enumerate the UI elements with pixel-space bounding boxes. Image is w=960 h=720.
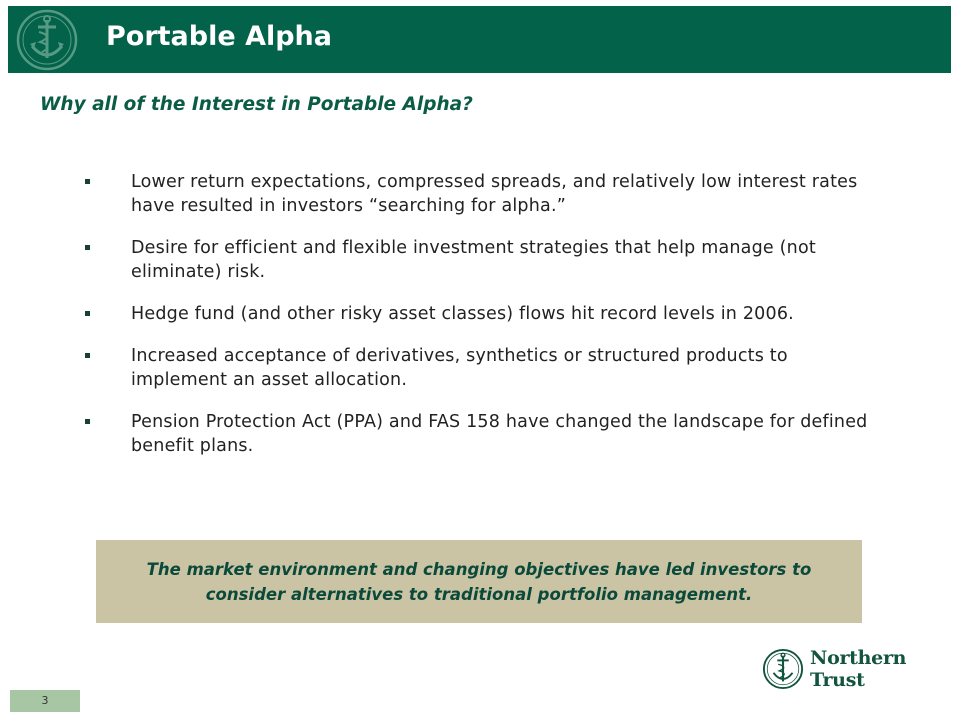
page-title: Portable Alpha	[106, 21, 332, 52]
bullet-item	[84, 344, 874, 392]
bullet-item	[84, 236, 874, 284]
square-bullet-icon	[85, 311, 90, 316]
square-bullet-icon	[85, 419, 90, 424]
bullet-item	[84, 410, 874, 458]
bullet-item	[84, 302, 874, 326]
square-bullet-icon	[85, 245, 90, 250]
callout-text: The market environment and changing objectives have led investors to consider alternatives to traditional portfolio management.	[146, 559, 812, 604]
square-bullet-icon	[85, 179, 90, 184]
bullet-text: Pension Protection Act (PPA) and FAS 158 have changed the landscape for defined benefit plans.	[131, 412, 868, 456]
page-number: 3	[10, 690, 80, 712]
bullet-list	[84, 170, 874, 476]
brand-logo-block	[762, 646, 960, 692]
header-bar	[8, 6, 951, 73]
brand-name: Northern Trust	[810, 647, 907, 691]
bullet-text: Lower return expectations, compressed spreads, and relatively low interest rates have resulted in investors “searching for alpha.”	[131, 172, 858, 216]
bullet-text: Hedge fund (and other risky asset classes) flows hit record levels in 2006.	[131, 304, 794, 324]
bullet-text: Increased acceptance of derivatives, synthetics or structured products to implement an asset allocation.	[131, 346, 788, 390]
section-subtitle: Why all of the Interest in Portable Alpha?	[40, 94, 473, 115]
bullet-text: Desire for efficient and flexible investment strategies that help manage (not eliminate) risk.	[131, 238, 816, 282]
bullet-item	[84, 170, 874, 218]
square-bullet-icon	[85, 353, 90, 358]
northern-trust-seal-icon	[762, 647, 804, 691]
northern-trust-seal-icon	[14, 8, 80, 72]
callout-box	[96, 540, 862, 623]
